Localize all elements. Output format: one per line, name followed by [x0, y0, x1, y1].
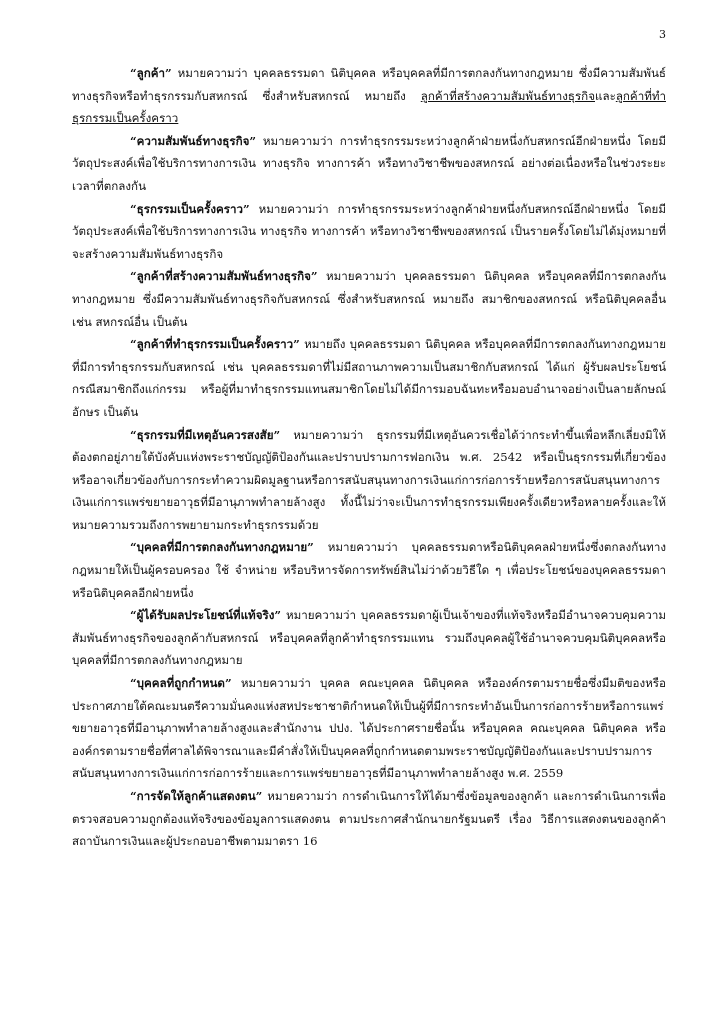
- definition-term: “บุคคลที่ถูกกำหนด”: [130, 676, 232, 691]
- definition-customer: [72, 62, 666, 130]
- definition-customer-identification: [72, 785, 666, 853]
- definition-occasional-customer: [72, 333, 666, 423]
- definition-term: “บุคคลที่มีการตกลงกันทางกฎหมาย”: [130, 540, 314, 555]
- definition-body: หมายความว่า บุคคลธรรมดา นิติบุคคล หรือบุคคลที่มีการตกลงกันทางกฎหมาย ซึ่งมีความสัมพันธ์ทางธุรกิจกับสหกรณ์ ซึ่งสำหรับสหกรณ์ หมายถึง สมาชิกของสหกรณ์ หรือนิติบุคคลอื่น เช่น สหกรณ์อื่น เป็นต้น: [72, 269, 666, 329]
- definition-designated-person: [72, 672, 666, 785]
- page-number: 3: [659, 28, 666, 41]
- definition-term: “ลูกค้าที่ทำธุรกรรมเป็นครั้งคราว”: [130, 337, 300, 352]
- definition-term: “ลูกค้าที่สร้างความสัมพันธ์ทางธุรกิจ”: [130, 269, 318, 284]
- definition-body: หมายความว่า บุคคล คณะบุคคล นิติบุคคล หรือองค์กรตามรายชื่อซึ่งมีมติของหรือประกาศภายใต้คณะมนตรีความมั่นคงแห่งสหประชาชาติกำหนดให้เป็นผู้ที่มีการกระทำอันเป็นการก่อการร้ายหรือการแพร่ขยายอาวุธที่มีอานุภาพทำลายล้างสูงและสำนักงาน ปปง. ได้ประกาศรายชื่อนั้น หรือบุคคล คณะบุคคล นิติบุคคล หรือองค์กรตามรายชื่อที่ศาลได้พิจารณาและมีคำสั่งให้เป็นบุคคลที่ถูกกำหนดตามพระราชบัญญัติป้องกันและปราบปรามการสนับสนุนทางการเงินแก่การก่อการร้ายและการแพร่ขยายอาวุธที่มีอานุภาพทำลายล้างสูง พ.ศ. 2559: [72, 676, 666, 781]
- definition-body-conjunction: และ: [595, 88, 616, 103]
- definition-term: “ธุรกรรมเป็นครั้งคราว”: [130, 201, 250, 216]
- definition-body: หมายความว่า ธุรกรรมที่มีเหตุอันควรเชื่อได้ว่ากระทำขึ้นเพื่อหลีกเลี่ยงมิให้ต้องตกอยู่ภายใต้บังคับแห่งพระราชบัญญัติป้องกันและปราบปรามการฟอกเงิน พ.ศ. 2542 หรือเป็นธุรกรรมที่เกี่ยวข้องหรืออาจเกี่ยวข้องกับการกระทำความผิดมูลฐานหรือการสนับสนุนทางการเงินแก่การก่อการร้ายหรือการสนับสนุนทางการเงินแก่การแพร่ขยายอาวุธที่มีอานุภาพทำลายล้างสูง ทั้งนี้ไม่ว่าจะเป็นการทำธุรกรรมเพียงครั้งเดียวหรือหลายครั้งและให้หมายความรวมถึงการพยายามกระทำธุรกรรมด้วย: [72, 427, 666, 532]
- definition-business-relationship: [72, 130, 666, 198]
- definition-term: “ธุรกรรมที่มีเหตุอันควรสงสัย”: [130, 427, 281, 442]
- definition-term: “ความสัมพันธ์ทางธุรกิจ”: [130, 133, 257, 148]
- definition-body: หมายถึง บุคคลธรรมดา นิติบุคคล หรือบุคคลที่มีการตกลงกันทางกฎหมายที่มีการทำธุรกรรมกับสหกรณ์ เช่น บุคคลธรรมดาที่ไม่มีสถานภาพความเป็นสมาชิกกับสหกรณ์ ได้แก่ ผู้รับผลประโยชน์กรณีสมาชิกถึงแก่กรรม หรือผู้ที่มาทำธุรกรรมแทนสมาชิกโดยไม่ได้มีการมอบฉันทะหรือมอบอำนาจอย่างเป็นลายลักษณ์อักษร เป็นต้น: [72, 337, 666, 419]
- definition-term: “ลูกค้า”: [130, 66, 172, 80]
- definition-term: “ผู้ได้รับผลประโยชน์ที่แท้จริง”: [130, 608, 282, 623]
- definition-body: หมายความว่า การทำธุรกรรมระหว่างลูกค้าฝ่ายหนึ่งกับสหกรณ์อีกฝ่ายหนึ่ง โดยมีวัตถุประสงค์เพื่อใช้บริการทางการเงิน ทางธุรกิจ ทางการค้า หรือทางวิชาชีพของสหกรณ์ อย่างต่อเนื่องหรือในช่วงระยะเวลาที่ตกลงกัน: [72, 133, 666, 193]
- definition-suspicious-transaction: [72, 424, 666, 537]
- underlined-term-business-relationship-customer: ลูกค้าที่สร้างความสัมพันธ์ทางธุรกิจ: [420, 88, 595, 103]
- definition-body: หมายความว่า บุคคลธรรมดาผู้เป็นเจ้าของที่แท้จริงหรือมีอำนาจควบคุมความสัมพันธ์ทางธุรกิจของลูกค้ากับสหกรณ์ หรือบุคคลที่ลูกค้าทำธุรกรรมแทน รวมถึงบุคคลผู้ใช้อำนาจควบคุมนิติบุคคลหรือบุคคลที่มีการตกลงกันทางกฎหมาย: [72, 608, 666, 668]
- definition-legal-arrangement: [72, 536, 666, 604]
- definition-occasional-transaction: [72, 198, 666, 266]
- definition-body: หมายความว่า บุคคลธรรมดาหรือนิติบุคคลฝ่ายหนึ่งซึ่งตกลงกันทางกฎหมายให้เป็นผู้ครอบครอง ใช้ จำหน่าย หรือบริหารจัดการทรัพย์สินไม่ว่าด้วยวิธีใด ๆ เพื่อประโยชน์ของบุคคลธรรมดาหรือนิติบุคคลอีกฝ่ายหนึ่ง: [72, 540, 666, 600]
- underlined-term-occasional-customer: ลูกค้าที่ทำธุรกรรมเป็นครั้งคราว: [72, 88, 666, 126]
- definition-term: “การจัดให้ลูกค้าแสดงตน”: [130, 789, 263, 803]
- definition-beneficial-owner: [72, 604, 666, 672]
- definition-body: หมายความว่า บุคคลธรรมดา นิติบุคคล หรือบุคคลที่มีการตกลงกันทางกฎหมาย ซึ่งมีความสัมพันธ์ทางธุรกิจหรือทำธุรกรรมกับสหกรณ์ ซึ่งสำหรับสหกรณ์ หมายถึง: [72, 66, 666, 103]
- definition-business-relationship-customer: [72, 265, 666, 333]
- definition-body: หมายความว่า การทำธุรกรรมระหว่างลูกค้าฝ่ายหนึ่งกับสหกรณ์อีกฝ่ายหนึ่ง โดยมีวัตถุประสงค์เพื่อใช้บริการทางการเงิน ทางธุรกิจ ทางการค้า หรือทางวิชาชีพของสหกรณ์ เป็นรายครั้งโดยไม่ได้มุ่งหมายที่จะสร้างความสัมพันธ์ทางธุรกิจ: [72, 201, 666, 261]
- definition-body: หมายความว่า การดำเนินการให้ได้มาซึ่งข้อมูลของลูกค้า และการดำเนินการเพื่อตรวจสอบความถูกต้องแท้จริงของข้อมูลการแสดงตน ตามประกาศสำนักนายกรัฐมนตรี เรื่อง วิธีการแสดงตนของลูกค้าสถาบันการเงินและผู้ประกอบอาชีพตามมาตรา 16: [72, 789, 666, 849]
